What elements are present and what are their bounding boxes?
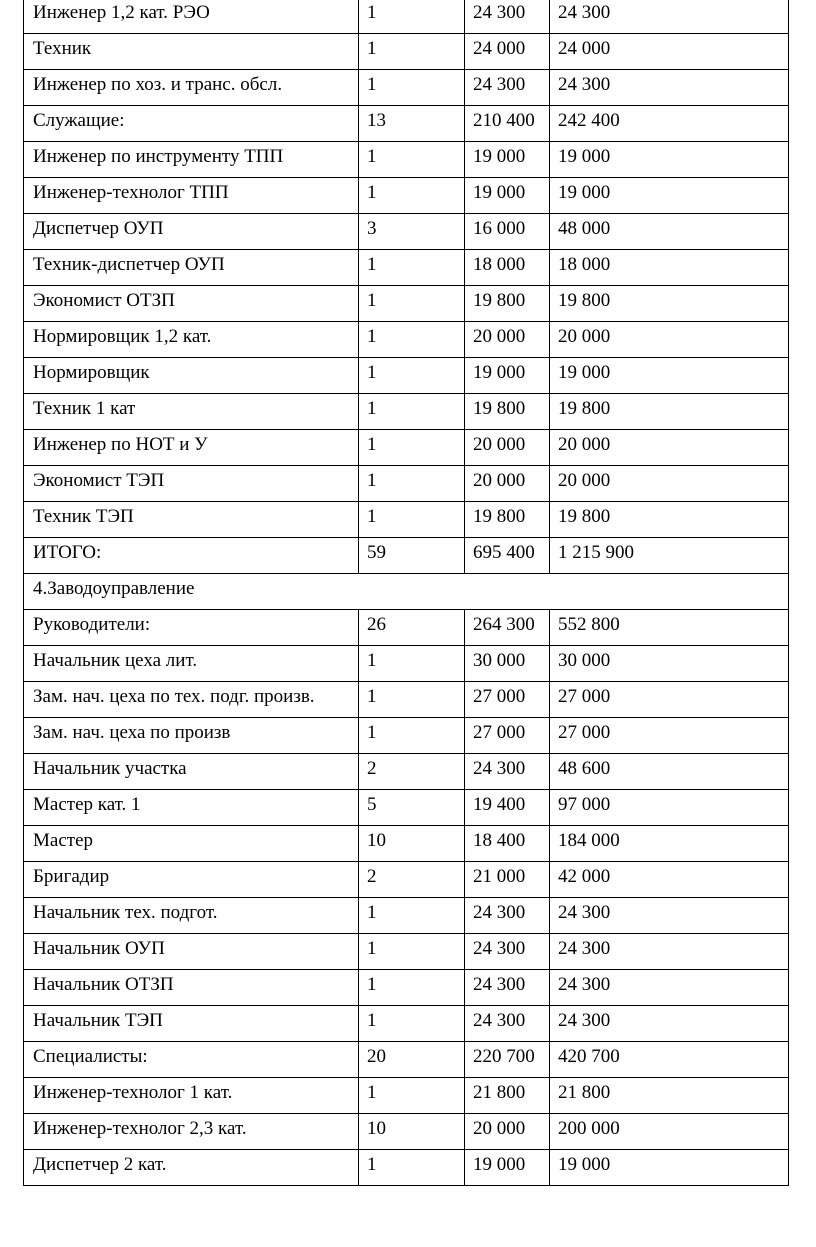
position-name-cell: Мастер <box>24 826 359 862</box>
total-cell: 24 300 <box>550 934 789 970</box>
position-name-cell: Инженер-технолог 2,3 кат. <box>24 1114 359 1150</box>
table-row <box>24 34 789 70</box>
table-row <box>24 646 789 682</box>
position-name-cell: Мастер кат. 1 <box>24 790 359 826</box>
position-name-cell: Нормировщик 1,2 кат. <box>24 322 359 358</box>
headcount-cell: 1 <box>359 250 465 286</box>
headcount-cell: 1 <box>359 646 465 682</box>
headcount-cell: 13 <box>359 106 465 142</box>
staffing-table <box>23 0 789 1186</box>
position-name-cell: Экономист ОТЗП <box>24 286 359 322</box>
total-cell: 30 000 <box>550 646 789 682</box>
salary-cell: 210 400 <box>465 106 550 142</box>
total-cell: 24 300 <box>550 1006 789 1042</box>
salary-cell: 19 800 <box>465 286 550 322</box>
headcount-cell: 1 <box>359 322 465 358</box>
headcount-cell: 1 <box>359 70 465 106</box>
total-cell: 48 000 <box>550 214 789 250</box>
headcount-cell: 20 <box>359 1042 465 1078</box>
position-name-cell: Инженер-технолог 1 кат. <box>24 1078 359 1114</box>
salary-cell: 19 000 <box>465 178 550 214</box>
total-cell: 20 000 <box>550 430 789 466</box>
headcount-cell: 1 <box>359 34 465 70</box>
position-name-cell: Начальник цеха лит. <box>24 646 359 682</box>
table-row <box>24 610 789 646</box>
section-header-row <box>24 574 789 610</box>
position-name-cell: Начальник ОУП <box>24 934 359 970</box>
position-name-cell: Техник <box>24 34 359 70</box>
table-row <box>24 178 789 214</box>
total-cell: 19 800 <box>550 502 789 538</box>
salary-cell: 24 300 <box>465 970 550 1006</box>
headcount-cell: 1 <box>359 430 465 466</box>
salary-cell: 20 000 <box>465 1114 550 1150</box>
position-name-cell: ИТОГО: <box>24 538 359 574</box>
salary-cell: 19 000 <box>465 358 550 394</box>
position-name-cell: Техник-диспетчер ОУП <box>24 250 359 286</box>
headcount-cell: 1 <box>359 358 465 394</box>
total-cell: 27 000 <box>550 718 789 754</box>
position-name-cell: Инженер по инструменту ТПП <box>24 142 359 178</box>
total-cell: 19 000 <box>550 1150 789 1186</box>
position-name-cell: Техник ТЭП <box>24 502 359 538</box>
position-name-cell: Бригадир <box>24 862 359 898</box>
total-cell: 19 800 <box>550 394 789 430</box>
headcount-cell: 1 <box>359 1078 465 1114</box>
salary-cell: 20 000 <box>465 430 550 466</box>
total-cell: 1 215 900 <box>550 538 789 574</box>
total-cell: 24 000 <box>550 34 789 70</box>
position-name-cell: Начальник ТЭП <box>24 1006 359 1042</box>
headcount-cell: 1 <box>359 682 465 718</box>
salary-cell: 19 800 <box>465 502 550 538</box>
position-name-cell: Техник 1 кат <box>24 394 359 430</box>
table-row <box>24 70 789 106</box>
total-cell: 19 800 <box>550 286 789 322</box>
table-row <box>24 394 789 430</box>
headcount-cell: 1 <box>359 142 465 178</box>
salary-cell: 18 400 <box>465 826 550 862</box>
table-row <box>24 1042 789 1078</box>
position-name-cell: Инженер по хоз. и транс. обсл. <box>24 70 359 106</box>
total-cell: 242 400 <box>550 106 789 142</box>
headcount-cell: 1 <box>359 934 465 970</box>
headcount-cell: 10 <box>359 1114 465 1150</box>
headcount-cell: 2 <box>359 862 465 898</box>
headcount-cell: 1 <box>359 178 465 214</box>
position-name-cell: Начальник участка <box>24 754 359 790</box>
position-name-cell: Специалисты: <box>24 1042 359 1078</box>
headcount-cell: 1 <box>359 286 465 322</box>
table-row <box>24 0 789 34</box>
total-cell: 97 000 <box>550 790 789 826</box>
table-row <box>24 214 789 250</box>
total-cell: 42 000 <box>550 862 789 898</box>
salary-cell: 264 300 <box>465 610 550 646</box>
position-name-cell: Инженер-технолог ТПП <box>24 178 359 214</box>
position-name-cell: Зам. нач. цеха по произв <box>24 718 359 754</box>
salary-cell: 21 800 <box>465 1078 550 1114</box>
table-row <box>24 718 789 754</box>
position-name-cell: Экономист ТЭП <box>24 466 359 502</box>
position-name-cell: Инженер 1,2 кат. РЭО <box>24 0 359 34</box>
salary-cell: 220 700 <box>465 1042 550 1078</box>
headcount-cell: 59 <box>359 538 465 574</box>
headcount-cell: 1 <box>359 970 465 1006</box>
headcount-cell: 2 <box>359 754 465 790</box>
salary-cell: 24 300 <box>465 898 550 934</box>
position-name-cell: Диспетчер 2 кат. <box>24 1150 359 1186</box>
total-cell: 24 300 <box>550 70 789 106</box>
total-cell: 18 000 <box>550 250 789 286</box>
salary-cell: 24 300 <box>465 70 550 106</box>
table-row <box>24 1150 789 1186</box>
salary-cell: 24 300 <box>465 0 550 34</box>
salary-cell: 24 000 <box>465 34 550 70</box>
salary-cell: 19 000 <box>465 142 550 178</box>
table-row <box>24 898 789 934</box>
salary-cell: 19 800 <box>465 394 550 430</box>
total-cell: 48 600 <box>550 754 789 790</box>
table-row <box>24 142 789 178</box>
table-row <box>24 538 789 574</box>
salary-cell: 20 000 <box>465 322 550 358</box>
headcount-cell: 10 <box>359 826 465 862</box>
staffing-table-body <box>24 0 789 1186</box>
table-row <box>24 430 789 466</box>
position-name-cell: Диспетчер ОУП <box>24 214 359 250</box>
total-cell: 20 000 <box>550 322 789 358</box>
position-name-cell: Начальник тех. подгот. <box>24 898 359 934</box>
total-cell: 200 000 <box>550 1114 789 1150</box>
section-title: 4.Заводоуправление <box>24 574 789 610</box>
table-row <box>24 754 789 790</box>
total-cell: 420 700 <box>550 1042 789 1078</box>
table-row <box>24 1114 789 1150</box>
total-cell: 20 000 <box>550 466 789 502</box>
headcount-cell: 1 <box>359 466 465 502</box>
table-row <box>24 466 789 502</box>
table-row <box>24 1006 789 1042</box>
headcount-cell: 1 <box>359 394 465 430</box>
position-name-cell: Служащие: <box>24 106 359 142</box>
salary-cell: 24 300 <box>465 1006 550 1042</box>
table-row <box>24 826 789 862</box>
total-cell: 19 000 <box>550 178 789 214</box>
total-cell: 19 000 <box>550 358 789 394</box>
total-cell: 24 300 <box>550 898 789 934</box>
table-row <box>24 106 789 142</box>
table-row <box>24 970 789 1006</box>
table-row <box>24 250 789 286</box>
table-row <box>24 934 789 970</box>
salary-cell: 18 000 <box>465 250 550 286</box>
total-cell: 24 300 <box>550 970 789 1006</box>
table-row <box>24 682 789 718</box>
headcount-cell: 5 <box>359 790 465 826</box>
table-row <box>24 790 789 826</box>
total-cell: 21 800 <box>550 1078 789 1114</box>
position-name-cell: Начальник ОТЗП <box>24 970 359 1006</box>
headcount-cell: 1 <box>359 1006 465 1042</box>
salary-cell: 19 000 <box>465 1150 550 1186</box>
salary-cell: 24 300 <box>465 934 550 970</box>
headcount-cell: 1 <box>359 502 465 538</box>
table-row <box>24 358 789 394</box>
headcount-cell: 26 <box>359 610 465 646</box>
position-name-cell: Нормировщик <box>24 358 359 394</box>
total-cell: 184 000 <box>550 826 789 862</box>
headcount-cell: 1 <box>359 0 465 34</box>
headcount-cell: 1 <box>359 1150 465 1186</box>
salary-cell: 24 300 <box>465 754 550 790</box>
table-row <box>24 1078 789 1114</box>
headcount-cell: 1 <box>359 718 465 754</box>
table-row <box>24 322 789 358</box>
salary-cell: 19 400 <box>465 790 550 826</box>
salary-cell: 20 000 <box>465 466 550 502</box>
table-row <box>24 862 789 898</box>
position-name-cell: Инженер по НОТ и У <box>24 430 359 466</box>
salary-cell: 21 000 <box>465 862 550 898</box>
position-name-cell: Руководители: <box>24 610 359 646</box>
salary-cell: 30 000 <box>465 646 550 682</box>
headcount-cell: 1 <box>359 898 465 934</box>
headcount-cell: 3 <box>359 214 465 250</box>
total-cell: 552 800 <box>550 610 789 646</box>
position-name-cell: Зам. нач. цеха по тех. подг. произв. <box>24 682 359 718</box>
salary-cell: 27 000 <box>465 718 550 754</box>
table-row <box>24 502 789 538</box>
total-cell: 24 300 <box>550 0 789 34</box>
total-cell: 27 000 <box>550 682 789 718</box>
salary-cell: 695 400 <box>465 538 550 574</box>
salary-cell: 27 000 <box>465 682 550 718</box>
salary-cell: 16 000 <box>465 214 550 250</box>
total-cell: 19 000 <box>550 142 789 178</box>
table-row <box>24 286 789 322</box>
